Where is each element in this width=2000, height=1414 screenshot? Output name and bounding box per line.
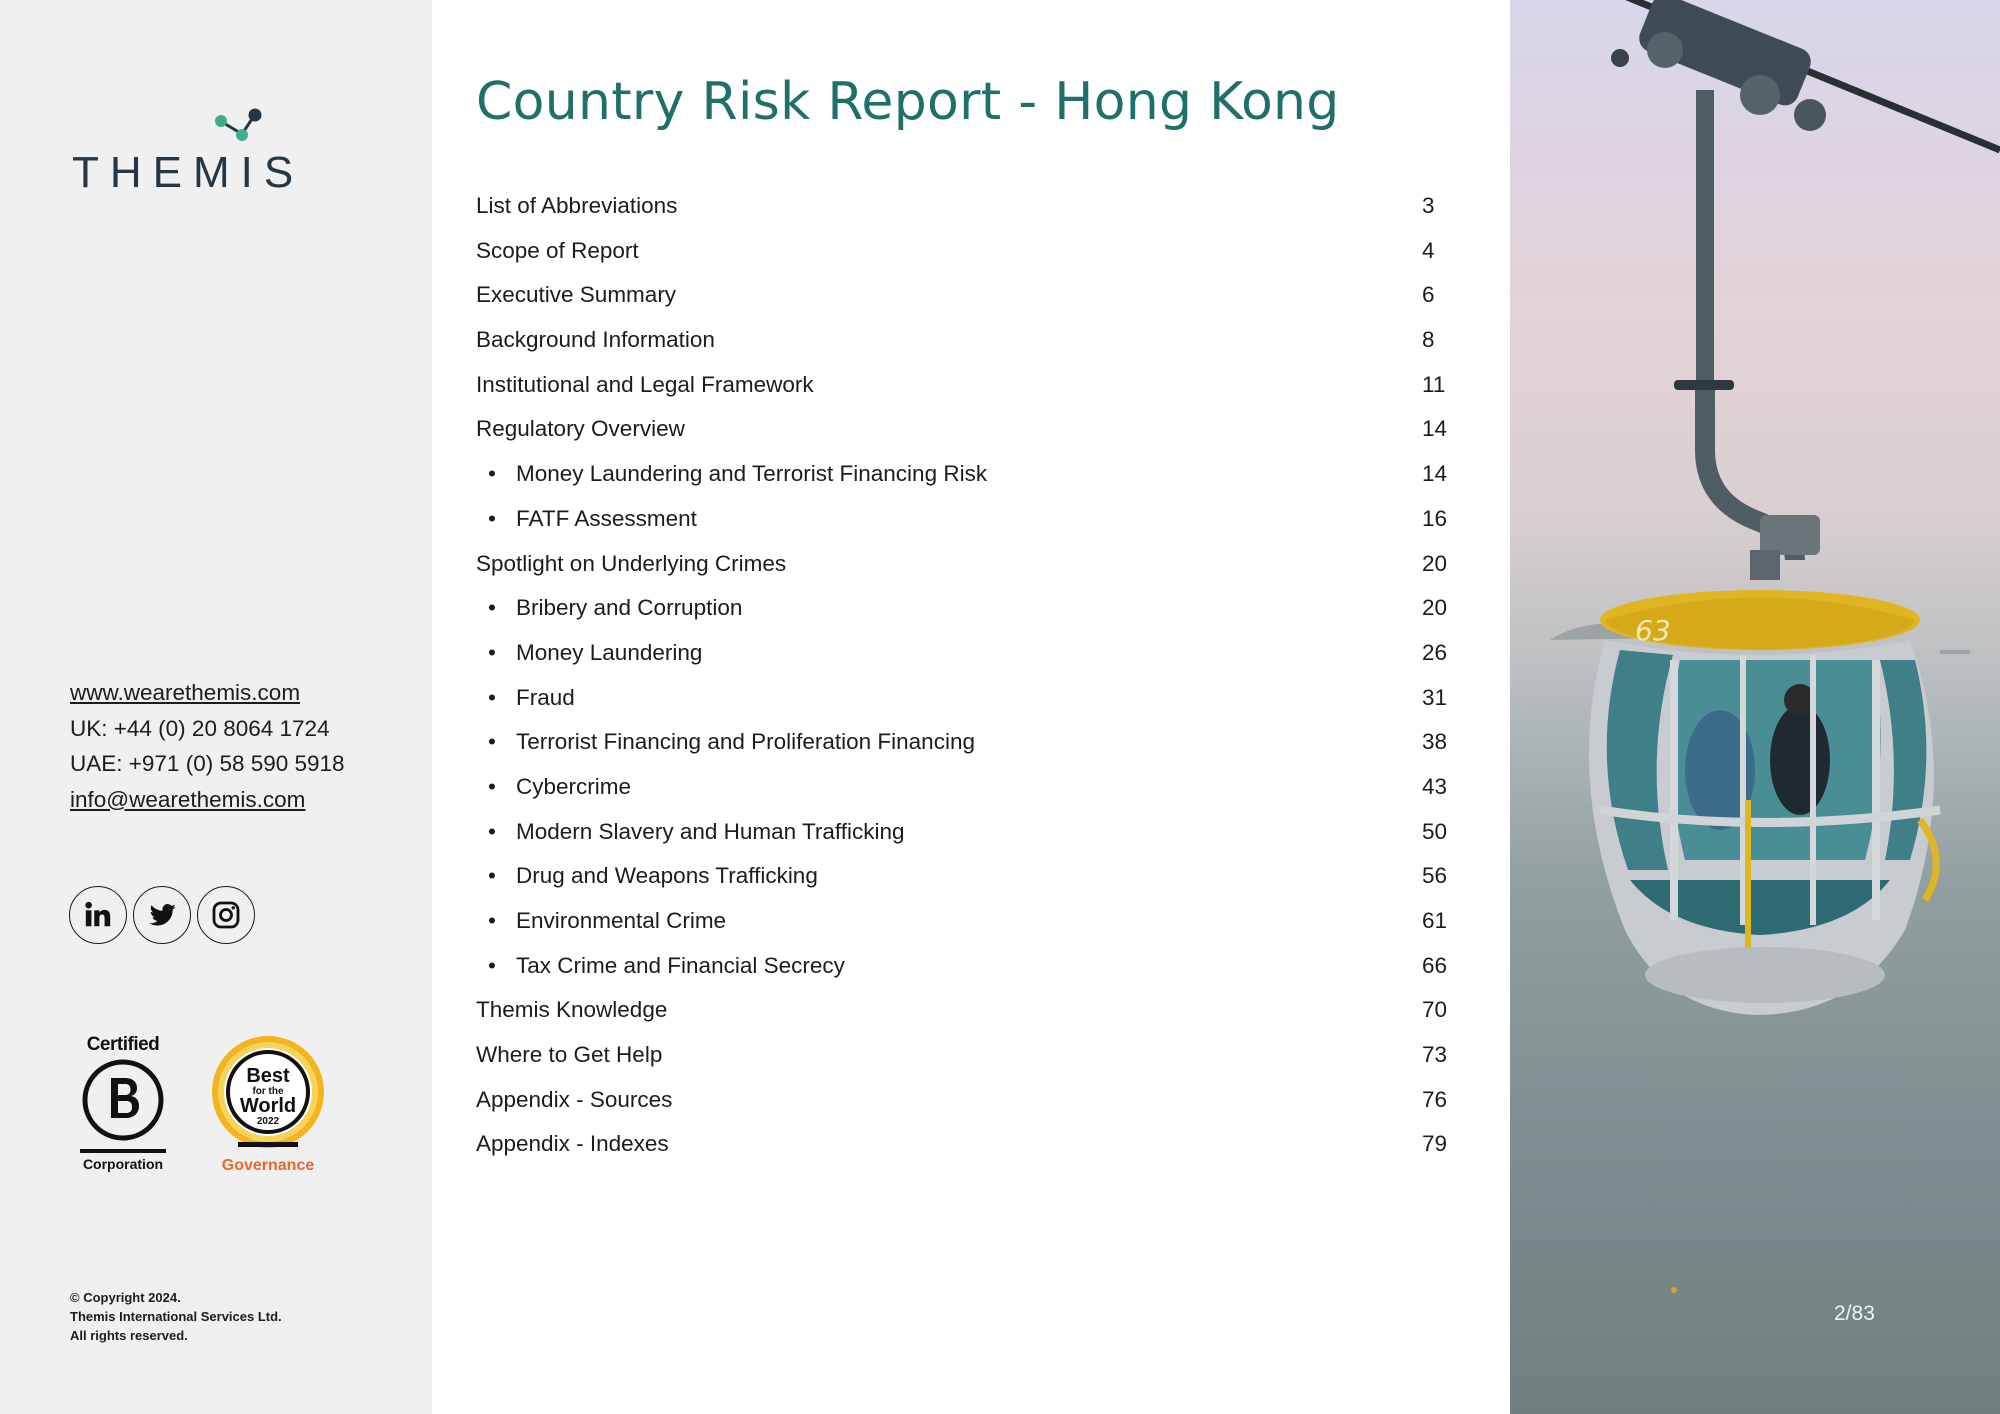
toc-page-number: 66 <box>1422 952 1448 978</box>
email-link[interactable]: info@wearethemis.com <box>70 786 306 812</box>
bcorp-b-icon <box>81 1058 165 1142</box>
toc-page-number: 79 <box>1422 1131 1448 1157</box>
cable-car-illustration <box>1510 0 2000 1414</box>
toc-label: Terrorist Financing and Proliferation Financing <box>516 729 975 755</box>
bftw-line1: Best <box>246 1065 290 1087</box>
toc-label: Drug and Weapons Trafficking <box>516 863 818 889</box>
toc-label: Institutional and Legal Framework <box>476 371 814 397</box>
best-for-world-seal-icon <box>210 1034 326 1150</box>
toc-subentry[interactable] <box>476 635 1448 680</box>
toc-entry[interactable] <box>476 322 1436 367</box>
toc-subentry[interactable] <box>476 501 1448 546</box>
contact-block <box>70 675 345 817</box>
toc-entry[interactable] <box>476 1126 1448 1171</box>
toc-entry[interactable] <box>476 546 1448 591</box>
bftw-year: 2022 <box>256 1116 280 1127</box>
toc-subentry[interactable] <box>476 724 1448 769</box>
cable-car-photo <box>1510 0 2000 1414</box>
toc-page-number: 70 <box>1422 997 1448 1023</box>
copyright-line1: © Copyright 2024. <box>70 1290 181 1305</box>
bftw-line2: for the <box>252 1086 284 1097</box>
toc-subentry[interactable] <box>476 814 1448 859</box>
toc-page-number: 20 <box>1422 550 1448 576</box>
linkedin-button[interactable] <box>69 886 127 944</box>
cabin-number: 63 <box>1635 614 1671 647</box>
toc-bullet-icon: • <box>488 639 496 665</box>
toc-entry[interactable] <box>476 1082 1448 1127</box>
toc-subentry[interactable] <box>476 948 1448 993</box>
toc-page-number: 50 <box>1422 818 1448 844</box>
toc-entry[interactable] <box>476 411 1448 456</box>
toc-label: Money Laundering and Terrorist Financing Risk <box>516 461 988 487</box>
toc-entry[interactable] <box>476 277 1436 322</box>
page-title: Country Risk Report - Hong Kong <box>476 72 1340 132</box>
toc-label: Themis Knowledge <box>476 997 668 1023</box>
toc-page-number: 14 <box>1422 461 1448 487</box>
toc-label: Cybercrime <box>516 773 632 799</box>
copyright-line2: Themis International Services Ltd. <box>70 1309 282 1324</box>
twitter-icon <box>145 898 179 932</box>
toc-subentry[interactable] <box>476 903 1448 948</box>
toc-bullet-icon: • <box>488 773 496 799</box>
uk-phone: UK: +44 (0) 20 8064 1724 <box>70 715 330 741</box>
uae-phone: UAE: +971 (0) 58 590 5918 <box>70 751 345 776</box>
toc-page-number: 6 <box>1422 282 1435 308</box>
toc-label: Fraud <box>516 684 575 710</box>
sidebar <box>0 0 432 1414</box>
toc-page-number: 26 <box>1422 639 1448 665</box>
toc-subentry[interactable] <box>476 858 1448 903</box>
certification-badges <box>76 1034 328 1175</box>
toc-label: Tax Crime and Financial Secrecy <box>516 952 845 978</box>
toc-entry[interactable] <box>476 188 1436 233</box>
toc-label: Spotlight on Underlying Crimes <box>476 550 787 576</box>
social-links <box>69 886 255 944</box>
logo-molecule-icon <box>212 108 272 148</box>
toc-bullet-icon: • <box>488 595 496 621</box>
bcorp-badge <box>76 1034 170 1172</box>
toc-entry[interactable] <box>476 233 1436 278</box>
page-indicator: 2/83 <box>1834 1302 1875 1325</box>
toc-entry[interactable] <box>476 1037 1448 1082</box>
toc-page-number: 38 <box>1422 729 1448 755</box>
toc-subentry[interactable] <box>476 680 1448 725</box>
toc-label: Appendix - Sources <box>476 1086 673 1112</box>
table-of-contents <box>476 188 1448 1171</box>
toc-label: Environmental Crime <box>516 908 727 933</box>
toc-label: Bribery and Corruption <box>516 595 743 621</box>
toc-subentry[interactable] <box>476 769 1448 814</box>
logo-text: THEMIS <box>72 148 305 197</box>
toc-entry[interactable] <box>476 992 1448 1037</box>
toc-bullet-icon: • <box>488 818 496 844</box>
toc-page-number: 4 <box>1422 237 1435 263</box>
toc-page-number: 31 <box>1422 684 1448 710</box>
toc-label: List of Abbreviations <box>476 193 678 218</box>
toc-page-number: 43 <box>1422 773 1448 799</box>
bcorp-divider <box>80 1149 166 1153</box>
toc-page-number: 76 <box>1422 1086 1448 1112</box>
twitter-button[interactable] <box>133 886 191 944</box>
toc-label: Modern Slavery and Human Trafficking <box>516 818 905 844</box>
toc-bullet-icon: • <box>488 505 496 531</box>
toc-page-number: 73 <box>1422 1042 1448 1068</box>
copyright-line3: All rights reserved. <box>70 1328 188 1343</box>
toc-bullet-icon: • <box>488 908 496 933</box>
toc-label: Scope of Report <box>476 237 639 263</box>
copyright-notice <box>70 1288 282 1345</box>
toc-subentry[interactable] <box>476 590 1448 635</box>
toc-page-number: 16 <box>1422 505 1448 531</box>
toc-label: Executive Summary <box>476 282 677 308</box>
toc-page-number: 8 <box>1422 327 1435 353</box>
bcorp-bottom-label: Corporation <box>82 1156 164 1172</box>
toc-label: Money Laundering <box>516 639 703 665</box>
toc-subentry[interactable] <box>476 456 1448 501</box>
toc-label: Background Information <box>476 327 715 353</box>
themis-logo[interactable] <box>72 108 305 197</box>
toc-page-number: 14 <box>1422 416 1448 442</box>
toc-bullet-icon: • <box>488 461 496 487</box>
instagram-button[interactable] <box>197 886 255 944</box>
bftw-line3: World <box>239 1095 297 1117</box>
toc-page-number: 20 <box>1422 595 1448 621</box>
bcorp-top-label: Certified <box>86 1034 160 1055</box>
toc-page-number: 61 <box>1422 908 1448 933</box>
website-link[interactable]: www.wearethemis.com <box>70 680 301 705</box>
governance-label: Governance <box>221 1157 315 1174</box>
toc-page-number: 3 <box>1422 193 1435 218</box>
instagram-icon <box>210 899 242 931</box>
main-content <box>432 0 1510 1414</box>
toc-bullet-icon: • <box>488 863 496 889</box>
toc-label: Regulatory Overview <box>476 416 685 442</box>
toc-label: Where to Get Help <box>476 1042 663 1068</box>
toc-entry[interactable] <box>476 367 1446 412</box>
toc-bullet-icon: • <box>488 952 496 978</box>
toc-label: Appendix - Indexes <box>476 1131 669 1157</box>
toc-bullet-icon: • <box>488 684 496 710</box>
toc-page-number: 56 <box>1422 863 1448 889</box>
linkedin-icon <box>83 900 113 930</box>
toc-label: FATF Assessment <box>516 505 697 531</box>
toc-bullet-icon: • <box>488 729 496 755</box>
best-for-the-world-badge <box>208 1034 328 1175</box>
toc-page-number: 11 <box>1422 371 1446 397</box>
